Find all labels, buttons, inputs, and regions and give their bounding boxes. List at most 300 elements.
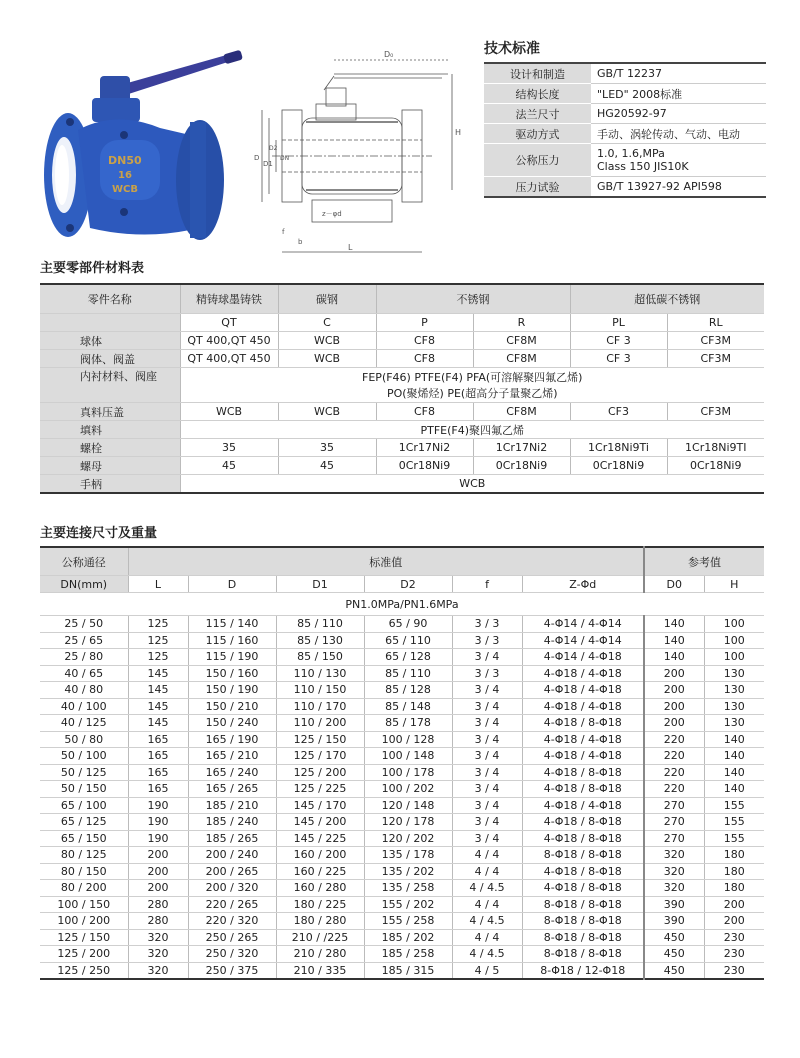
dimensions-cell: 150 / 210 [188,698,276,715]
materials-cell: CF 3 [570,350,667,368]
dimensions-cell: 120 / 202 [364,830,452,847]
dimensions-cell: 120 / 178 [364,814,452,831]
dimensions-cell: 4-Φ18 / 4-Φ18 [522,665,644,682]
dimensions-cell: 115 / 190 [188,649,276,666]
dimensions-cell: 165 [128,764,188,781]
dimensions-cell: 100 [704,632,764,649]
tech-key: 驱动方式 [484,124,591,144]
dimensions-cell: 200 [128,880,188,897]
dimensions-cell: 220 / 265 [188,896,276,913]
dimensions-cell: 4-Φ18 / 4-Φ18 [522,797,644,814]
dimensions-cell: 250 / 320 [188,946,276,963]
dimensions-cell: 65 / 110 [364,632,452,649]
dimensions-dn-cell: 80 / 200 [40,880,128,897]
materials-cell: CF3M [667,403,764,421]
materials-span-line1: FEP(F46) PTFE(F4) PFA(可溶解聚四氟乙烯) [362,371,583,384]
dimensions-dn-cell: 65 / 100 [40,797,128,814]
dimensions-cell: 4-Φ18 / 8-Φ18 [522,830,644,847]
materials-cell: 45 [180,457,278,475]
dimensions-dn-cell: 80 / 150 [40,863,128,880]
dimensions-cell: 155 [704,830,764,847]
dimensions-cell: 4-Φ18 / 8-Φ18 [522,715,644,732]
materials-code: C [278,314,376,332]
tech-row [484,104,766,124]
tech-key: 结构长度 [484,84,591,104]
materials-span-line2: PO(聚烯烃) PE(超高分子量聚乙烯) [386,387,558,400]
dimensions-cell: 3 / 4 [452,748,522,765]
tech-value: GB/T 13927-92 API598 [591,177,766,198]
materials-part-name: 螺母 [40,457,180,475]
dimensions-dn-cell: 65 / 150 [40,830,128,847]
tech-standards-title: 技术标准 [484,41,540,57]
dimensions-cell: 65 / 90 [364,616,452,633]
dimensions-col: H [704,576,764,593]
tech-key: 法兰尺寸 [484,104,591,124]
dimensions-cell: 100 / 202 [364,781,452,798]
dimensions-cell: 165 / 265 [188,781,276,798]
dimensions-cell: 450 [644,946,704,963]
dimensions-cell: 190 [128,797,188,814]
table-row [40,682,764,699]
dimensions-cell: 145 [128,715,188,732]
dimensions-cell: 125 [128,632,188,649]
dimensions-cell: 140 [704,781,764,798]
materials-row [40,475,764,494]
dimensions-cell: 130 [704,698,764,715]
dimensions-dn-cell: 40 / 65 [40,665,128,682]
dim-label-d0: D₀ [384,50,394,59]
dim-label-d1: D1 [263,160,273,168]
dimensions-cell: 140 [644,649,704,666]
dimensions-pn-row [40,593,764,616]
materials-cell: 35 [278,439,376,457]
table-row [40,649,764,666]
materials-header-ductile: 精铸球墨铸铁 [180,284,278,314]
materials-cell: WCB [278,403,376,421]
materials-header-carbon: 碳钢 [278,284,376,314]
tech-key: 压力试验 [484,177,591,198]
materials-cell: 1Cr17Ni2 [376,439,473,457]
dimensions-cell: 140 [704,764,764,781]
dimensions-cell: 4 / 4 [452,896,522,913]
materials-cell: WCB [180,403,278,421]
materials-cell: 35 [180,439,278,457]
dim-label-d2: D2 [269,145,278,152]
materials-part-name: 阀体、阀盖 [40,350,180,368]
materials-cell: 1Cr18Ni9TI [667,439,764,457]
dimensions-cell: 200 [704,913,764,930]
dimensions-cell: 165 / 240 [188,764,276,781]
dimensions-cell: 185 / 210 [188,797,276,814]
dimensions-cell: 320 [644,863,704,880]
materials-span-cell: PTFE(F4)聚四氟乙烯 [180,421,764,439]
materials-code: R [473,314,570,332]
dimensions-cell: 65 / 128 [364,649,452,666]
table-row [40,797,764,814]
dimensions-col: D2 [364,576,452,593]
dimensions-cell: 155 [704,814,764,831]
dimensions-cell: 100 [704,616,764,633]
materials-cell: 0Cr18Ni9 [667,457,764,475]
tech-value-line1: 1.0, 1.6,MPa [597,147,665,160]
dimensions-dn-cell: 40 / 100 [40,698,128,715]
dimensions-cell: 4-Φ18 / 8-Φ18 [522,764,644,781]
dimensions-cell: 145 / 225 [276,830,364,847]
dimensions-cell: 180 [704,880,764,897]
dimensions-cell: 4-Φ14 / 4-Φ18 [522,649,644,666]
dimensions-cell: 4 / 4 [452,847,522,864]
dimensions-cell: 280 [128,896,188,913]
dimensions-col: L [128,576,188,593]
materials-cell: 1Cr17Ni2 [473,439,570,457]
valve-marking-pn: 16 [118,170,132,181]
materials-cell: 0Cr18Ni9 [473,457,570,475]
dimensions-cell: 230 [704,962,764,979]
materials-row [40,457,764,475]
tech-value: 手动、涡轮传动、气动、电动 [591,124,766,144]
dimensions-cell: 125 / 150 [276,731,364,748]
dimensions-cell: 8-Φ18 / 8-Φ18 [522,913,644,930]
materials-part-name: 内衬材料、阀座 [40,368,180,403]
dimensions-cell: 220 [644,731,704,748]
dim-label-dn: DN [280,155,290,162]
dimensions-cell: 85 / 150 [276,649,364,666]
dimensions-cell: 8-Φ18 / 8-Φ18 [522,896,644,913]
materials-code: P [376,314,473,332]
dimensions-cell: 4-Φ14 / 4-Φ14 [522,616,644,633]
table-row [40,847,764,864]
dimensions-cell: 100 [704,649,764,666]
table-row [40,814,764,831]
dimensions-col: D1 [276,576,364,593]
table-row [40,896,764,913]
materials-cell: 0Cr18Ni9 [376,457,473,475]
dim-label-h: H [455,128,462,137]
dim-label-d: D [254,154,260,162]
dimensions-cell: 140 [644,616,704,633]
dimensions-col: D0 [644,576,704,593]
dimensions-cell: 190 [128,830,188,847]
materials-row [40,332,764,350]
tech-row [484,84,766,104]
table-row [40,962,764,979]
dimensions-cell: 150 / 190 [188,682,276,699]
dimensions-cell: 125 [128,649,188,666]
materials-cell: CF8M [473,350,570,368]
materials-span-cell [180,368,764,403]
dimensions-cell: 8-Φ18 / 8-Φ18 [522,929,644,946]
dimensions-cell: 3 / 4 [452,731,522,748]
dimensions-subheader-row [40,576,764,593]
dimensions-cell: 180 / 280 [276,913,364,930]
dimensions-title: 主要连接尺寸及重量 [40,526,158,541]
dimensions-header-reference: 参考值 [644,547,764,576]
dimensions-cell: 390 [644,913,704,930]
materials-part-name: 螺栓 [40,439,180,457]
dimensions-cell: 165 / 210 [188,748,276,765]
dimensions-cell: 390 [644,896,704,913]
dimensions-dn-cell: 125 / 150 [40,929,128,946]
dimensions-dn-cell: 100 / 150 [40,896,128,913]
table-row [40,946,764,963]
table-row [40,764,764,781]
dimensions-cell: 270 [644,830,704,847]
dimensions-cell: 4-Φ18 / 4-Φ18 [522,748,644,765]
dimensions-cell: 4 / 4.5 [452,913,522,930]
dimensions-dn-cell: 125 / 250 [40,962,128,979]
dimensions-cell: 145 [128,698,188,715]
dimensions-cell: 4 / 4 [452,863,522,880]
materials-title: 主要零部件材料表 [40,261,145,276]
dimensions-dn-cell: 50 / 100 [40,748,128,765]
dimensions-cell: 150 / 160 [188,665,276,682]
tech-row [484,63,766,84]
table-row [40,616,764,633]
materials-code: PL [570,314,667,332]
dimensions-cell: 200 [128,847,188,864]
materials-cell: QT 400,QT 450 [180,332,278,350]
dimensions-dn-cell: 25 / 80 [40,649,128,666]
dimensions-col: Z-Φd [522,576,644,593]
dimensions-cell: 4 / 4.5 [452,880,522,897]
materials-code: RL [667,314,764,332]
dimensions-cell: 145 [128,665,188,682]
dimensions-cell: 135 / 258 [364,880,452,897]
dimensions-cell: 250 / 375 [188,962,276,979]
dimensions-cell: 110 / 150 [276,682,364,699]
dimensions-cell: 185 / 315 [364,962,452,979]
tech-value [591,144,766,177]
materials-row [40,403,764,421]
table-row [40,715,764,732]
dimensions-cell: 3 / 4 [452,715,522,732]
dimensions-cell: 165 [128,781,188,798]
dimensions-cell: 210 / 280 [276,946,364,963]
dimensions-cell: 185 / 202 [364,929,452,946]
table-row [40,929,764,946]
dimensions-cell: 320 [644,880,704,897]
materials-cell: CF3M [667,332,764,350]
dimensions-cell: 165 / 190 [188,731,276,748]
materials-code: QT [180,314,278,332]
materials-cell: CF8 [376,350,473,368]
dimensions-cell: 160 / 225 [276,863,364,880]
dimensions-cell: 320 [128,946,188,963]
table-row [40,913,764,930]
dimensions-cell: 4-Φ18 / 4-Φ18 [522,682,644,699]
dimensions-cell: 320 [128,962,188,979]
dimensions-col: D [188,576,276,593]
materials-cell: CF8 [376,332,473,350]
dimensions-cell: 125 / 200 [276,764,364,781]
materials-header-part: 零件名称 [40,284,180,314]
dimensions-cell: 200 [128,863,188,880]
dimensions-cell: 185 / 240 [188,814,276,831]
dimensions-cell: 160 / 280 [276,880,364,897]
dimensions-cell: 3 / 3 [452,632,522,649]
dimensions-col: f [452,576,522,593]
dimensions-dn-cell: 50 / 125 [40,764,128,781]
dimensions-cell: 140 [704,748,764,765]
dimensions-cell: 230 [704,929,764,946]
dimensions-cell: 3 / 4 [452,814,522,831]
materials-cell: 45 [278,457,376,475]
table-row [40,781,764,798]
dimensions-cell: 3 / 3 [452,616,522,633]
dimensions-cell: 125 [128,616,188,633]
materials-code-row [40,314,764,332]
table-row [40,665,764,682]
tech-row [484,177,766,198]
dimensions-cell: 3 / 4 [452,781,522,798]
dimensions-cell: 220 [644,748,704,765]
dimensions-cell: 85 / 110 [276,616,364,633]
dimensions-cell: 4-Φ18 / 8-Φ18 [522,814,644,831]
dimensions-cell: 3 / 4 [452,698,522,715]
dimensions-cell: 150 / 240 [188,715,276,732]
dimensions-cell: 320 [128,929,188,946]
dimensions-cell: 130 [704,715,764,732]
dimensions-cell: 140 [704,731,764,748]
materials-cell: CF 3 [570,332,667,350]
dimensions-cell: 155 / 202 [364,896,452,913]
dimensions-cell: 3 / 4 [452,764,522,781]
dimensions-header-standard: 标准值 [128,547,644,576]
dimensions-cell: 3 / 3 [452,665,522,682]
dimensions-cell: 145 [128,682,188,699]
dimensions-cell: 180 / 225 [276,896,364,913]
dimensions-cell: 135 / 178 [364,847,452,864]
materials-cell: CF3 [570,403,667,421]
dimensions-cell: 165 [128,731,188,748]
dimensions-dn-cell: 100 / 200 [40,913,128,930]
table-row [40,830,764,847]
dimensions-dn-cell: 50 / 80 [40,731,128,748]
valve-drawing [252,40,474,264]
materials-code-blank [40,314,180,332]
dimensions-cell: 130 [704,682,764,699]
dimensions-cell: 8-Φ18 / 8-Φ18 [522,847,644,864]
dimensions-cell: 4-Φ18 / 4-Φ18 [522,698,644,715]
table-row [40,863,764,880]
dimensions-cell: 270 [644,814,704,831]
dimensions-cell: 85 / 128 [364,682,452,699]
dimensions-cell: 115 / 140 [188,616,276,633]
dimensions-cell: 180 [704,863,764,880]
dimensions-pn-label: PN1.0MPa/PN1.6MPa [40,593,764,616]
dimensions-cell: 3 / 4 [452,649,522,666]
tech-key: 公称压力 [484,144,591,177]
dimensions-cell: 3 / 4 [452,797,522,814]
dimensions-cell: 320 [644,847,704,864]
dimensions-cell: 85 / 110 [364,665,452,682]
dimensions-header-row [40,547,764,576]
dimensions-cell: 110 / 200 [276,715,364,732]
dimensions-cell: 200 [644,682,704,699]
dimensions-cell: 450 [644,929,704,946]
dimensions-cell: 4-Φ18 / 8-Φ18 [522,781,644,798]
dimensions-cell: 4-Φ18 / 8-Φ18 [522,863,644,880]
dimensions-cell: 160 / 200 [276,847,364,864]
tech-value: GB/T 12237 [591,63,766,84]
dimensions-cell: 135 / 202 [364,863,452,880]
dimensions-cell: 280 [128,913,188,930]
materials-row [40,439,764,457]
table-row [40,880,764,897]
dimensions-cell: 4-Φ18 / 4-Φ18 [522,731,644,748]
dimensions-cell: 100 / 148 [364,748,452,765]
table-row [40,632,764,649]
materials-cell: CF8 [376,403,473,421]
table-row [40,748,764,765]
dimensions-dn-cell: 65 / 125 [40,814,128,831]
dimensions-cell: 450 [644,962,704,979]
dimensions-dn-cell: 25 / 65 [40,632,128,649]
valve-photo [40,40,250,250]
dimensions-cell: 220 [644,764,704,781]
dimensions-dn-cell: 40 / 80 [40,682,128,699]
dim-label-f: f [282,228,285,236]
dimensions-cell: 200 [704,896,764,913]
materials-part-name: 手柄 [40,475,180,494]
dimensions-cell: 3 / 4 [452,682,522,699]
dimensions-cell: 85 / 130 [276,632,364,649]
dimensions-cell: 210 / 335 [276,962,364,979]
materials-span-cell: WCB [180,475,764,494]
dim-label-zd: z－φd [322,210,342,218]
dimensions-cell: 4 / 4 [452,929,522,946]
dimensions-cell: 4 / 4.5 [452,946,522,963]
dimensions-dn-cell: 50 / 150 [40,781,128,798]
dimensions-body [40,616,764,980]
dimensions-dn-cell: 40 / 125 [40,715,128,732]
dimensions-cell: 230 [704,946,764,963]
tech-value: "LED" 2008标准 [591,84,766,104]
materials-header-row [40,284,764,314]
materials-part-name: 真料压盖 [40,403,180,421]
dimensions-cell: 100 / 128 [364,731,452,748]
materials-table [40,283,764,494]
dimensions-cell: 250 / 265 [188,929,276,946]
dimensions-cell: 155 [704,797,764,814]
materials-row [40,368,764,403]
dimensions-cell: 200 [644,665,704,682]
dimensions-cell: 165 [128,748,188,765]
materials-cell: CF8M [473,332,570,350]
dimensions-cell: 8-Φ18 / 12-Φ18 [522,962,644,979]
materials-header-stainless: 不锈钢 [376,284,570,314]
dimensions-cell: 8-Φ18 / 8-Φ18 [522,946,644,963]
dim-label-l: L [348,243,353,252]
table-row [40,698,764,715]
materials-cell: CF8M [473,403,570,421]
materials-header-lowcarbon: 超低碳不锈钢 [570,284,764,314]
dimensions-cell: 190 [128,814,188,831]
dimensions-cell: 200 / 320 [188,880,276,897]
dimensions-dn-cell: 125 / 200 [40,946,128,963]
materials-row [40,421,764,439]
dimensions-cell: 200 / 265 [188,863,276,880]
dimensions-cell: 4-Φ18 / 8-Φ18 [522,880,644,897]
dimensions-cell: 125 / 170 [276,748,364,765]
dimensions-cell: 125 / 225 [276,781,364,798]
dimensions-cell: 110 / 130 [276,665,364,682]
tech-key: 设计和制造 [484,63,591,84]
dimensions-cell: 3 / 4 [452,830,522,847]
dimensions-cell: 220 [644,781,704,798]
tech-value-line2: Class 150 JIS10K [597,160,689,173]
valve-marking-material: WCB [112,184,138,195]
